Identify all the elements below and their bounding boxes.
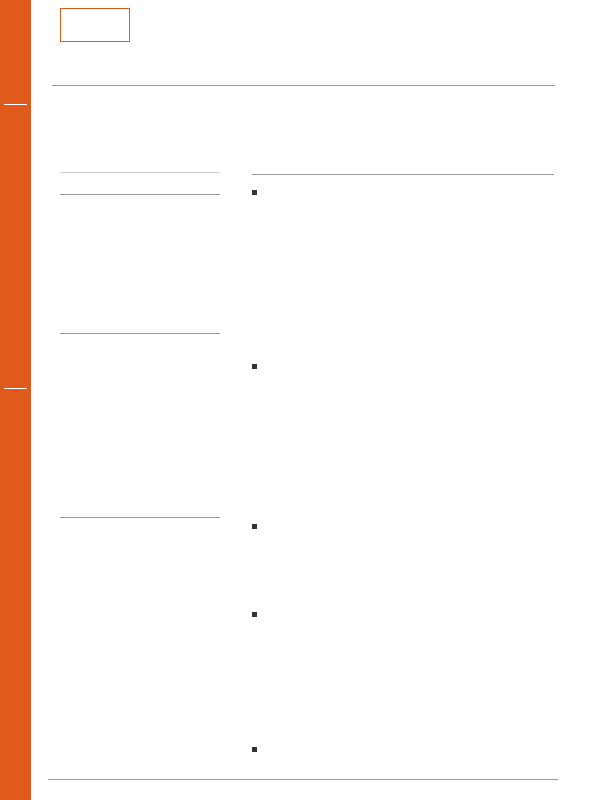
bullet-icon — [252, 747, 257, 752]
industry-trend-chart — [60, 200, 232, 310]
trend-chart-svg — [60, 200, 232, 310]
sidebar-divider — [4, 388, 27, 389]
section-divider — [60, 517, 220, 518]
ping-an-logo — [60, 8, 130, 42]
header-divider — [52, 85, 555, 86]
bullet-icon — [252, 524, 257, 529]
section-divider — [60, 194, 220, 195]
sidebar-divider — [4, 104, 27, 105]
bullet-icon — [252, 612, 257, 617]
section-divider — [60, 333, 220, 334]
rating-divider — [60, 172, 220, 173]
bullet-icon — [252, 190, 257, 195]
footer-divider — [48, 779, 558, 780]
bullet-icon — [252, 364, 257, 369]
sidebar — [0, 0, 31, 800]
section-divider — [252, 174, 554, 175]
